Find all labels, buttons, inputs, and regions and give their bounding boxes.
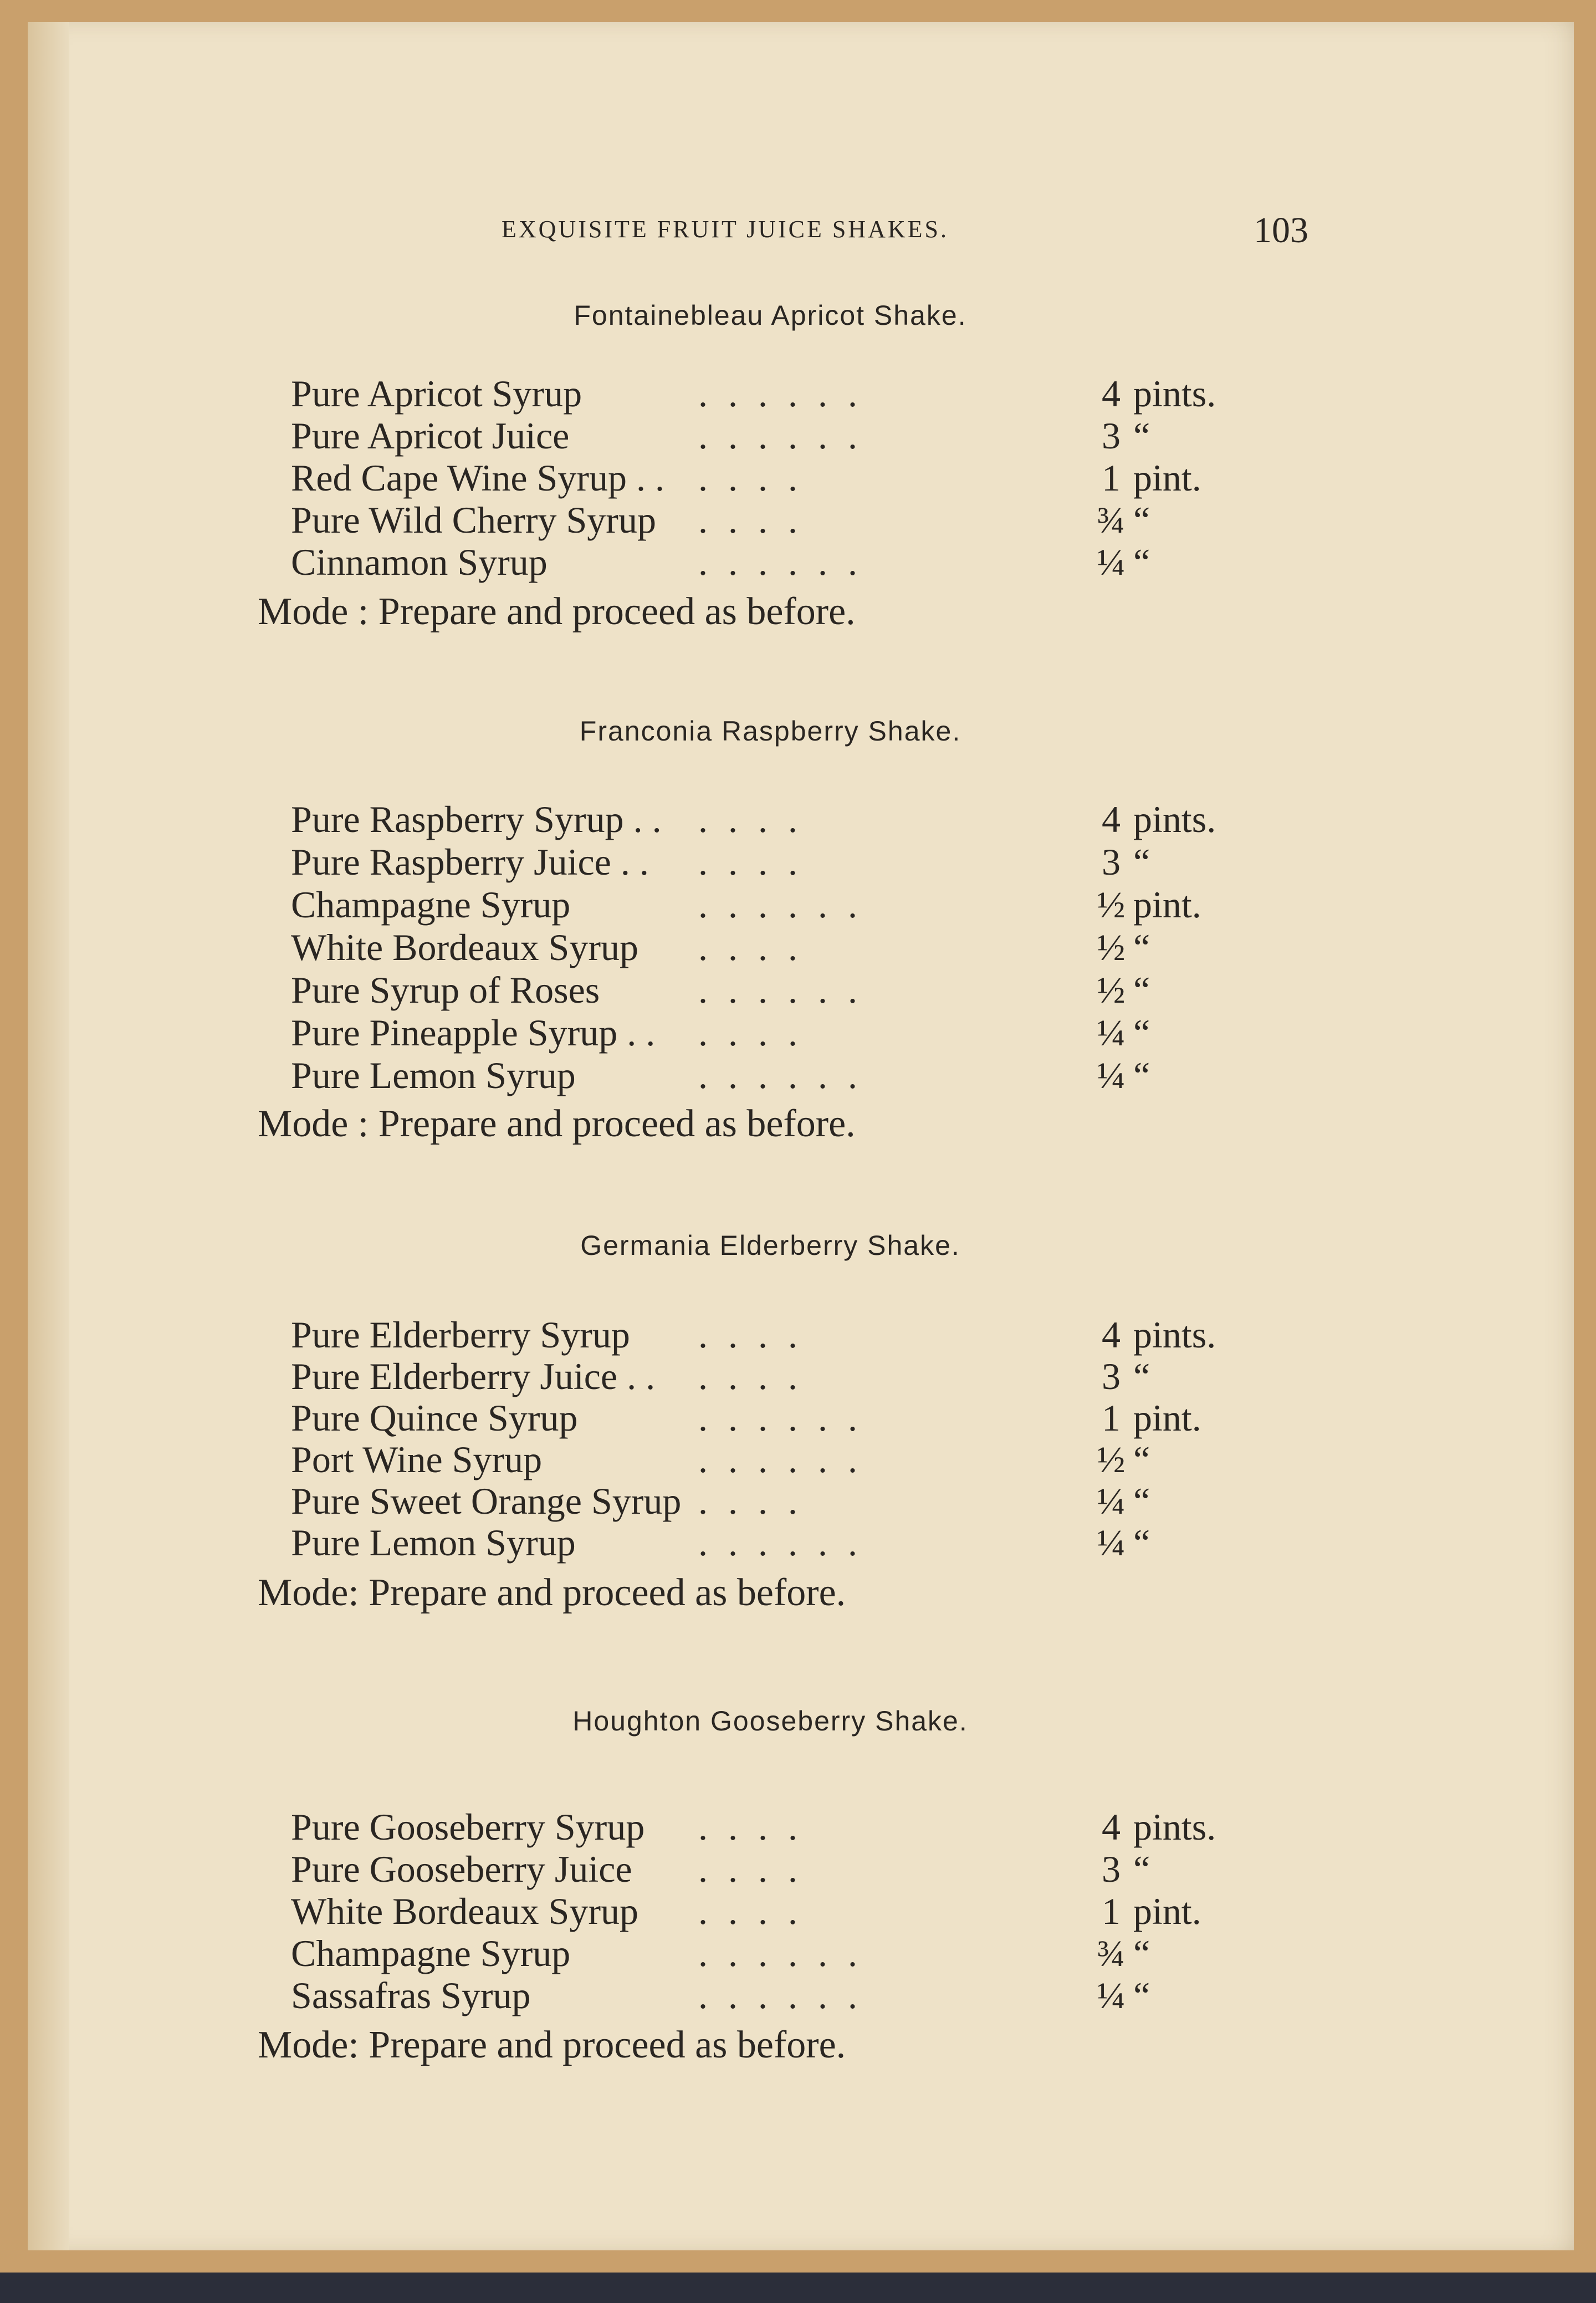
- mode-instruction: Mode: Prepare and proceed as before.: [258, 1571, 846, 1614]
- ingredient-unit: “: [1133, 926, 1150, 968]
- recipe-title: Franconia Raspberry Shake.: [579, 716, 961, 747]
- ingredient-amount: 4: [1102, 372, 1121, 415]
- ingredient-name: Pure Pineapple Syrup . .: [291, 1012, 656, 1054]
- leader-dots: . . . .: [698, 1890, 803, 1932]
- ingredient-unit: pint.: [1133, 457, 1201, 499]
- ingredient-row: [0, 1314, 1596, 1356]
- ingredient-amount: 3: [1102, 415, 1121, 457]
- ingredient-name: Pure Quince Syrup: [291, 1397, 578, 1439]
- ingredient-row: [0, 541, 1596, 583]
- ingredient-unit: “: [1133, 499, 1150, 541]
- ingredient-row: [0, 1848, 1596, 1890]
- ingredient-name: White Bordeaux Syrup: [291, 1890, 638, 1932]
- ingredient-amount: ¾: [1097, 499, 1126, 541]
- ingredient-amount: 3: [1102, 1848, 1121, 1890]
- background-strip: [0, 2273, 1596, 2303]
- ingredient-unit: “: [1133, 415, 1150, 457]
- ingredient-row: [0, 1521, 1596, 1564]
- ingredient-unit: pint.: [1133, 1397, 1201, 1439]
- ingredient-unit: “: [1133, 1521, 1150, 1564]
- ingredient-row: [0, 499, 1596, 541]
- ingredient-row: [0, 1480, 1596, 1522]
- ingredient-name: Pure Apricot Syrup: [291, 372, 582, 415]
- ingredient-row: [0, 1054, 1596, 1096]
- leader-dots: . . . . . .: [698, 1932, 863, 1974]
- ingredient-unit: “: [1133, 1974, 1150, 2016]
- ingredient-amount: ¼: [1097, 1521, 1126, 1564]
- leader-dots: . . . . . .: [698, 541, 863, 583]
- ingredient-amount: ¼: [1097, 541, 1126, 583]
- ingredient-amount: 3: [1102, 1355, 1121, 1397]
- leader-dots: . . . . . .: [698, 1054, 863, 1096]
- ingredient-row: [0, 798, 1596, 840]
- leader-dots: . . . .: [698, 457, 803, 499]
- ingredient-name: Champagne Syrup: [291, 1932, 571, 1974]
- ingredient-row: [0, 1974, 1596, 2016]
- ingredient-name: Pure Gooseberry Syrup: [291, 1806, 645, 1848]
- ingredient-name: Pure Gooseberry Juice: [291, 1848, 632, 1890]
- ingredient-row: [0, 841, 1596, 883]
- leader-dots: . . . .: [698, 499, 803, 541]
- ingredient-unit: pints.: [1133, 372, 1216, 415]
- ingredient-amount: 4: [1102, 1314, 1121, 1356]
- mode-instruction: Mode : Prepare and proceed as before.: [258, 590, 856, 633]
- ingredient-row: [0, 884, 1596, 926]
- ingredient-row: [0, 415, 1596, 457]
- leader-dots: . . . .: [698, 841, 803, 883]
- ingredient-unit: “: [1133, 1480, 1150, 1522]
- ingredient-amount: ¼: [1097, 1480, 1126, 1522]
- leader-dots: . . . . . .: [698, 372, 863, 415]
- leader-dots: . . . .: [698, 1848, 803, 1890]
- leader-dots: . . . .: [698, 1012, 803, 1054]
- ingredient-name: Pure Lemon Syrup: [291, 1521, 576, 1564]
- ingredient-name: Cinnamon Syrup: [291, 541, 548, 583]
- leader-dots: . . . . . .: [698, 969, 863, 1011]
- ingredient-row: [0, 1355, 1596, 1397]
- ingredient-name: Pure Raspberry Syrup . .: [291, 798, 662, 840]
- ingredient-amount: ½: [1097, 969, 1126, 1011]
- ingredient-amount: 3: [1102, 841, 1121, 883]
- leader-dots: . . . .: [698, 1355, 803, 1397]
- ingredient-row: [0, 1806, 1596, 1848]
- ingredient-unit: “: [1133, 541, 1150, 583]
- ingredient-amount: 1: [1102, 1397, 1121, 1439]
- leader-dots: . . . .: [698, 798, 803, 840]
- ingredient-row: [0, 1438, 1596, 1480]
- ingredient-name: Pure Elderberry Syrup: [291, 1314, 630, 1356]
- ingredient-amount: 4: [1102, 798, 1121, 840]
- ingredient-unit: “: [1133, 1848, 1150, 1890]
- ingredient-unit: “: [1133, 1054, 1150, 1096]
- ingredient-unit: “: [1133, 841, 1150, 883]
- ingredient-row: [0, 457, 1596, 499]
- ingredient-name: Pure Raspberry Juice . .: [291, 841, 649, 883]
- ingredient-unit: “: [1133, 969, 1150, 1011]
- ingredient-row: [0, 1890, 1596, 1932]
- ingredient-name: Pure Syrup of Roses: [291, 969, 600, 1011]
- recipe-title: Fontainebleau Apricot Shake.: [574, 300, 967, 331]
- leader-dots: . . . . . .: [698, 415, 863, 457]
- ingredient-row: [0, 926, 1596, 968]
- ingredient-unit: “: [1133, 1932, 1150, 1974]
- ingredient-amount: 1: [1102, 457, 1121, 499]
- ingredient-row: [0, 1397, 1596, 1439]
- leader-dots: . . . . . .: [698, 1397, 863, 1439]
- ingredient-amount: ½: [1097, 926, 1126, 968]
- ingredient-amount: ½: [1097, 1438, 1126, 1480]
- ingredient-name: Pure Apricot Juice: [291, 415, 570, 457]
- page-number: 103: [1254, 210, 1308, 251]
- leader-dots: . . . .: [698, 1480, 803, 1522]
- leader-dots: . . . .: [698, 1806, 803, 1848]
- ingredient-unit: pints.: [1133, 1314, 1216, 1356]
- ingredient-name: Sassafras Syrup: [291, 1974, 531, 2016]
- mode-instruction: Mode : Prepare and proceed as before.: [258, 1102, 856, 1145]
- ingredient-amount: ¾: [1097, 1932, 1126, 1974]
- ingredient-amount: 4: [1102, 1806, 1121, 1848]
- ingredient-unit: pints.: [1133, 1806, 1216, 1848]
- leader-dots: . . . . . .: [698, 884, 863, 926]
- running-header: EXQUISITE FRUIT JUICE SHAKES.: [502, 216, 949, 243]
- ingredient-unit: pint.: [1133, 1890, 1201, 1932]
- ingredient-amount: ½: [1097, 884, 1126, 926]
- ingredient-amount: ¼: [1097, 1974, 1126, 2016]
- ingredient-name: Port Wine Syrup: [291, 1438, 543, 1480]
- ingredient-unit: pint.: [1133, 884, 1201, 926]
- ingredient-name: Champagne Syrup: [291, 884, 571, 926]
- ingredient-unit: “: [1133, 1438, 1150, 1480]
- ingredient-name: Pure Sweet Orange Syrup: [291, 1480, 682, 1522]
- ingredient-name: Pure Lemon Syrup: [291, 1054, 576, 1096]
- ingredient-name: Red Cape Wine Syrup . .: [291, 457, 665, 499]
- ingredient-row: [0, 372, 1596, 415]
- leader-dots: . . . .: [698, 1314, 803, 1356]
- ingredient-name: White Bordeaux Syrup: [291, 926, 638, 968]
- ingredient-name: Pure Wild Cherry Syrup: [291, 499, 656, 541]
- ingredient-row: [0, 969, 1596, 1011]
- ingredient-unit: “: [1133, 1012, 1150, 1054]
- leader-dots: . . . .: [698, 926, 803, 968]
- mode-instruction: Mode: Prepare and proceed as before.: [258, 2024, 846, 2066]
- recipe-title: Germania Elderberry Shake.: [580, 1230, 960, 1261]
- leader-dots: . . . . . .: [698, 1521, 863, 1564]
- ingredient-amount: ¼: [1097, 1012, 1126, 1054]
- ingredient-unit: pints.: [1133, 798, 1216, 840]
- ingredient-row: [0, 1012, 1596, 1054]
- ingredient-row: [0, 1932, 1596, 1974]
- recipe-title: Houghton Gooseberry Shake.: [572, 1705, 968, 1737]
- ingredient-amount: 1: [1102, 1890, 1121, 1932]
- leader-dots: . . . . . .: [698, 1974, 863, 2016]
- ingredient-unit: “: [1133, 1355, 1150, 1397]
- ingredient-amount: ¼: [1097, 1054, 1126, 1096]
- ingredient-name: Pure Elderberry Juice . .: [291, 1355, 656, 1397]
- leader-dots: . . . . . .: [698, 1438, 863, 1480]
